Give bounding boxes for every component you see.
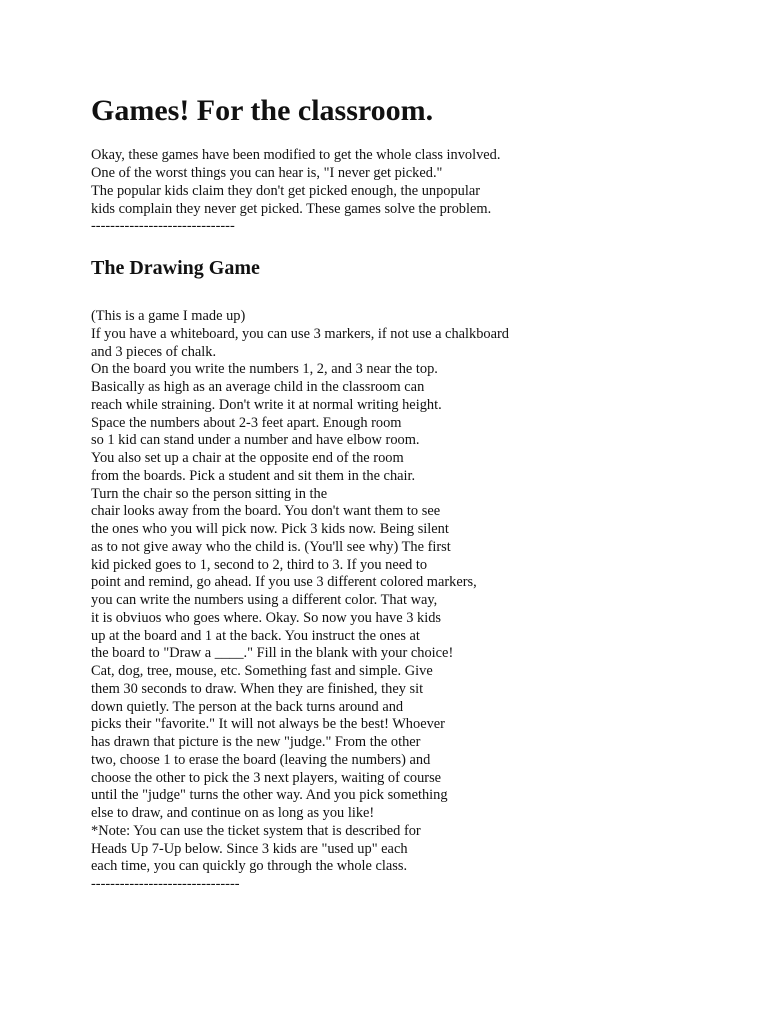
body-line: Cat, dog, tree, mouse, etc. Something fast and simple. Give [91,663,433,679]
body-line: Space the numbers about 2-3 feet apart. Enough room [91,414,402,431]
body-line: reach while straining. Don't write it at normal writing height. [91,396,442,413]
body-line: so 1 kid can stand under a number and have elbow room. [91,432,420,449]
body-line: kid picked goes to 1, second to 2, third to 3. If you need to [91,556,428,573]
body-line: choose the other to pick the 3 next players, waiting of course [91,769,442,786]
section-heading: The Drawing Game [91,257,260,279]
intro-line: kids complain they never get picked. These games solve the problem. [91,200,492,217]
body-line: You also set up a chair at the opposite end of the room [91,450,404,466]
body-line: and 3 pieces of chalk. [91,343,217,360]
body-line: you can write the numbers using a different color. That way, [91,592,438,608]
body-line: each time, you can quickly go through the whole class. [91,858,408,875]
body-line: them 30 seconds to draw. When they are finished, they sit [91,680,424,697]
section-body [91,308,509,894]
body-line: (This is a game I made up) [91,308,246,324]
body-line: Basically as high as an average child in the classroom can [91,379,425,395]
intro-line: Okay, these games have been modified to get the whole class involved. [91,147,501,163]
intro-divider: ------------------------------ [91,218,235,235]
body-line: down quietly. The person at the back turns around and [91,698,404,715]
body-line: the board to "Draw a ____." Fill in the blank with your choice! [91,645,454,662]
body-line: chair looks away from the board. You don't want them to see [91,503,441,520]
body-line: If you have a whiteboard, you can use 3 markers, if not use a chalkboard [91,325,509,342]
intro-line: One of the worst things you can hear is, "I never get picked." [91,164,443,181]
body-line: has drawn that picture is the new "judge." From the other [91,734,421,750]
section-divider: ------------------------------- [91,876,240,892]
body-line: two, choose 1 to erase the board (leaving the numbers) and [91,751,431,768]
body-line: picks their "favorite." It will not always be the best! Whoever [91,716,445,733]
body-line: Turn the chair so the person sitting in the [91,485,328,502]
body-line: Heads Up 7-Up below. Since 3 kids are "used up" each [91,840,408,857]
intro-line: The popular kids claim they don't get picked enough, the unpopular [91,182,481,199]
body-line: until the "judge" turns the other way. And you pick something [91,787,448,804]
page-title: Games! For the classroom. [91,94,434,127]
body-line: as to not give away who the child is. (You'll see why) The first [91,538,451,555]
body-line: up at the board and 1 at the back. You instruct the ones at [91,627,420,644]
intro-paragraph [91,147,500,236]
body-line: point and remind, go ahead. If you use 3 different colored markers, [91,574,477,591]
body-line: from the boards. Pick a student and sit them in the chair. [91,467,416,484]
body-line: *Note: You can use the ticket system that is described for [91,822,421,839]
body-line: On the board you write the numbers 1, 2, and 3 near the top. [91,361,438,378]
body-line: the ones who you will pick now. Pick 3 kids now. Being silent [91,521,449,537]
body-line: else to draw, and continue on as long as you like! [91,805,375,821]
body-line: it is obviuos who goes where. Okay. So now you have 3 kids [91,609,442,626]
